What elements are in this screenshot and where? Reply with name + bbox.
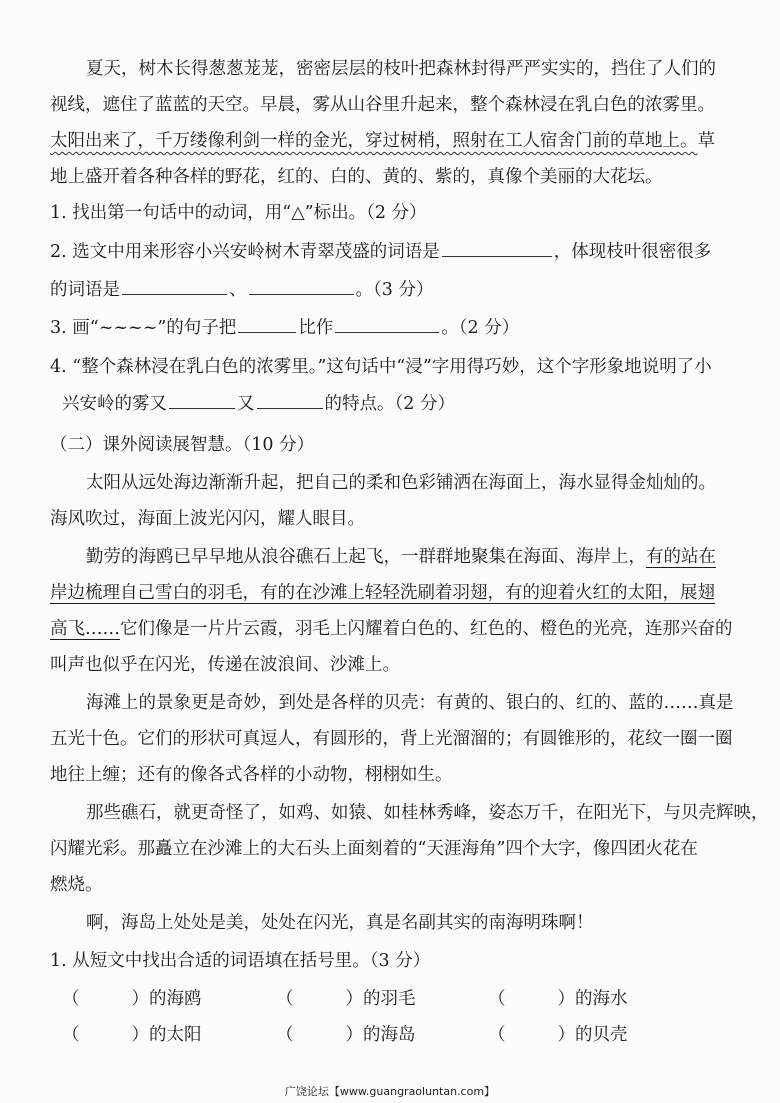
- fill-label: 的海岛: [363, 1025, 416, 1045]
- fill-item[interactable]: [276, 986, 416, 1012]
- answer-blank[interactable]: [169, 390, 235, 409]
- question-3-text: 3. 画“~~~~”的句子把: [50, 318, 237, 338]
- paren-open: （: [488, 989, 506, 1009]
- footer-watermark: 广饶论坛【www.guangraoluntan.com】: [284, 1085, 496, 1098]
- p2-line1: [50, 544, 780, 570]
- passage1-line2: 视线，遮住了蓝蓝的天空。早晨，雾从山谷里升起来，整个森林浸在乳白色的浓雾里。: [50, 95, 715, 115]
- question-3: [50, 314, 750, 341]
- answer-blank[interactable]: [257, 390, 323, 409]
- question-2-text-b: ，体现枝叶很密很多: [553, 242, 712, 262]
- p2-line3-text: 它们像是一片片云霞，羽毛上闪耀着白色的、红色的、橙色的光亮，连那兴奋的: [120, 619, 733, 639]
- paren-open: （: [276, 989, 294, 1009]
- p1-line2: 海风吹过，海面上波光闪闪，耀人眼目。: [50, 509, 365, 529]
- p4-line1: 那些礁石，就更奇怪了，如鸡、如猿、如桂林秀峰，姿态万千，在阳光下，与贝壳辉映，: [86, 803, 769, 823]
- question-3-text-b: 比作: [298, 318, 334, 338]
- p5-line: 啊，海岛上处处是美，处处在闪光，真是名副其实的南海明珠啊！: [86, 913, 594, 933]
- paren-open: （: [62, 1025, 80, 1045]
- question-4-text: 兴安岭的雾又: [62, 394, 167, 414]
- paren-close: ）: [345, 989, 363, 1009]
- question-2-text: 2. 选文中用来形容小兴安岭树木青翠茂盛的词语是: [50, 242, 440, 262]
- paren-close: ）: [557, 989, 575, 1009]
- answer-blank[interactable]: [249, 276, 354, 295]
- fill-label: 的羽毛: [363, 989, 416, 1009]
- question-1: 1. 找出第一句话中的动词，用“△”标出。（2 分）: [50, 203, 427, 223]
- p1-line1: 太阳从远处海边渐渐升起，把自己的柔和色彩铺洒在海面上，海水显得金灿灿的。: [86, 473, 716, 493]
- answer-blank[interactable]: [238, 314, 296, 333]
- fill-label: 的海鸥: [149, 989, 202, 1009]
- paren-close: ）: [131, 989, 149, 1009]
- passage1-line3-tail: 草: [697, 131, 715, 151]
- passage1-line1: 夏天，树木长得葱葱茏茏，密密层层的枝叶把森林封得严严实实的，挡住了人们的: [86, 59, 716, 79]
- passage1-line4: 地上盛开着各种各样的野花，红的、白的、黄的、紫的，真像个美丽的大花坛。: [50, 167, 663, 187]
- paren-close: ）: [345, 1025, 363, 1045]
- section-heading: （二）课外阅读展智慧。（10 分）: [50, 435, 315, 455]
- fill-item[interactable]: [276, 1022, 416, 1048]
- question-4-line1: 4. “整个森林浸在乳白色的浓雾里。”这句话中“浸”字用得巧妙，这个字形象地说明了小: [50, 357, 712, 377]
- answer-blank[interactable]: [122, 276, 227, 295]
- question-4-text-c: 的特点。（2 分）: [324, 394, 455, 414]
- wavy-underlined-sentence: 太阳出来了，千万缕像利剑一样的金光，穿过树梢，照射在工人宿舍门前的草地上。: [50, 131, 698, 151]
- p2-underlined-end: 高飞……: [50, 619, 120, 639]
- fill-item[interactable]: [488, 986, 628, 1012]
- answer-blank[interactable]: [442, 238, 552, 257]
- p3-line1: 海滩上的景象更是奇妙，到处是各样的贝壳：有黄的、银白的、红的、蓝的……真是: [86, 693, 734, 713]
- fill-item[interactable]: [488, 1022, 628, 1048]
- p2-line3: [50, 616, 750, 642]
- paren-close: ）: [557, 1025, 575, 1045]
- question-4-line2: [50, 390, 762, 417]
- paren-open: （: [276, 1025, 294, 1045]
- section2-question-1: 1. 从短文中找出合适的词语填在括号里。（3 分）: [50, 951, 431, 971]
- p4-line2: 闪耀光彩。那矗立在沙滩上的大石头上面刻着的“天涯海角”四个大字，像四团火花在: [50, 839, 698, 859]
- answer-blank[interactable]: [335, 314, 439, 333]
- p2-underlined-start: 有的站在: [646, 547, 716, 567]
- fill-item[interactable]: [62, 986, 202, 1012]
- paren-open: （: [488, 1025, 506, 1045]
- fill-label: 的海水: [575, 989, 628, 1009]
- p2-line4: 叫声也似乎在闪光，传递在波浪间、沙滩上。: [50, 655, 400, 675]
- question-2-text-c: 的词语是: [50, 280, 120, 300]
- question-2-text-d: 。（3 分）: [355, 280, 434, 300]
- p2-line2: [50, 580, 750, 606]
- question-3-text-c: 。（2 分）: [441, 318, 520, 338]
- passage1-line3: [50, 128, 750, 154]
- p2-underlined: 岸边梳理自己雪白的羽毛，有的在沙滩上轻轻洗刷着羽翅，有的迎着火红的太阳，展翅: [50, 583, 715, 603]
- question-2-sep: 、: [229, 280, 247, 300]
- question-2-line2: [50, 276, 750, 303]
- fill-item[interactable]: [62, 1022, 202, 1048]
- paren-open: （: [62, 989, 80, 1009]
- p4-line3: 燃烧。: [50, 875, 103, 895]
- p3-line3: 地往上缠；还有的像各式各样的小动物，栩栩如生。: [50, 765, 453, 785]
- p2-line1-text: 勤劳的海鸥已早早地从浪谷礁石上起飞，一群群地聚集在海面、海岸上，: [86, 547, 646, 567]
- fill-label: 的贝壳: [575, 1025, 628, 1045]
- paren-close: ）: [131, 1025, 149, 1045]
- p3-line2: 五光十色。它们的形状可真逗人，有圆形的，背上光溜溜的；有圆锥形的，花纹一圈一圈: [50, 729, 733, 749]
- question-2-line1: [50, 238, 750, 265]
- fill-label: 的太阳: [149, 1025, 202, 1045]
- question-4-text-b: 又: [237, 394, 255, 414]
